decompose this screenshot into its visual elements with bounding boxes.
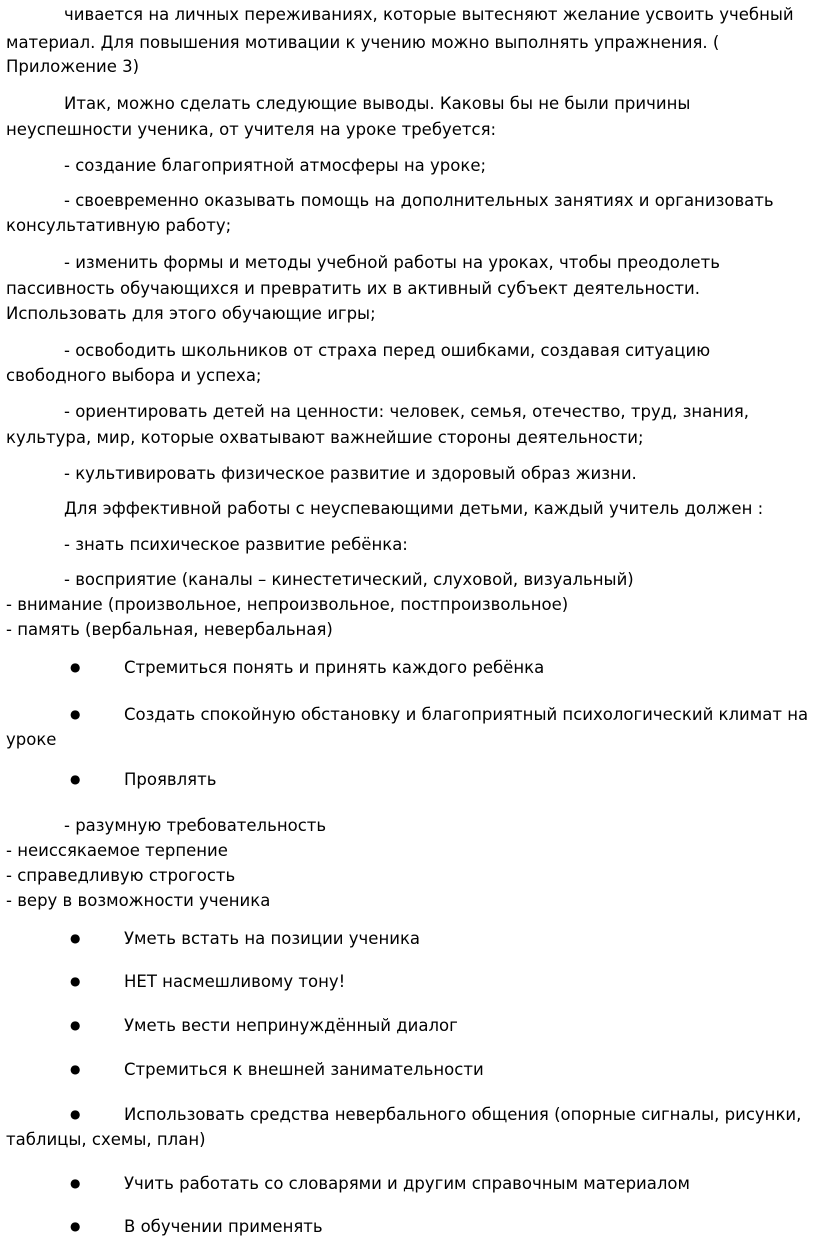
bullet-text: НЕТ насмешливому тону! [124,972,346,991]
bullet-text: уроке [6,730,57,749]
list-dash-item: - ориентировать детей на ценности: человек, семья, отечество, труд, знания, [64,402,749,421]
paragraph-text: неуспешности ученика, от учителя на уроке требуется: [6,120,497,139]
bullet-text: Проявлять [124,770,217,789]
bullet-icon: ● [70,660,81,674]
bullet-icon: ● [70,707,81,721]
bullet-text: Использовать средства невербального общения (опорные сигналы, рисунки, [124,1105,802,1124]
list-dash-item: Использовать для этого обучающие игры; [6,304,376,323]
paragraph-text: Итак, можно сделать следующие выводы. Каковы бы не были причины [64,94,691,113]
list-dash-item: - разумную требовательность [64,816,327,835]
bullet-text: В обучении применять [124,1217,323,1236]
bullet-text: Уметь встать на позиции ученика [124,929,421,948]
bullet-icon: ● [70,1219,81,1233]
bullet-icon: ● [70,1176,81,1190]
list-dash-item: - справедливую строгость [6,866,236,885]
list-dash-item: - память (вербальная, невербальная) [6,620,333,639]
bullet-icon: ● [70,974,81,988]
paragraph-text: Для эффективной работы с неуспевающими детьми, каждый учитель должен : [64,499,764,518]
paragraph-text: Приложение 3) [6,57,140,76]
list-dash-item: - создание благоприятной атмосферы на уроке; [64,156,487,175]
list-dash-item: культура, мир, которые охватывают важнейшие стороны деятельности; [6,428,644,447]
list-dash-item: - неиссякаемое терпение [6,841,228,860]
bullet-text: Стремиться понять и принять каждого ребёнка [124,658,545,677]
bullet-text: Создать спокойную обстановку и благоприятный психологический климат на [124,705,809,724]
list-dash-item: - знать психическое развитие ребёнка: [64,535,408,554]
list-dash-item: - внимание (произвольное, непроизвольное, постпроизвольное) [6,595,569,614]
list-dash-item: - своевременно оказывать помощь на дополнительных занятиях и организовать [64,191,774,210]
list-dash-item: - культивировать физическое развитие и здоровый образ жизни. [64,464,637,483]
list-dash-item: пассивность обучающихся и превратить их в активный субъект деятельности. [6,279,701,298]
bullet-text: Учить работать со словарями и другим справочным материалом [124,1174,690,1193]
list-dash-item: - изменить формы и методы учебной работы на уроках, чтобы преодолеть [64,253,720,272]
paragraph-text: материал. Для повышения мотивации к учению можно выполнять упражнения. ( [6,33,720,52]
list-dash-item: - веру в возможности ученика [6,891,271,910]
list-dash-item: свободного выбора и успеха; [6,366,262,385]
list-dash-item: консультативную работу; [6,216,232,235]
bullet-text: Стремиться к внешней занимательности [124,1060,484,1079]
bullet-icon: ● [70,772,81,786]
bullet-text: таблицы, схемы, план) [6,1130,206,1149]
bullet-text: Уметь вести непринуждённый диалог [124,1016,458,1035]
bullet-icon: ● [70,1062,81,1076]
bullet-icon: ● [70,931,81,945]
bullet-icon: ● [70,1018,81,1032]
paragraph-text: чивается на личных переживаниях, которые вытесняют желание усвоить учебный [64,5,794,24]
list-dash-item: - освободить школьников от страха перед ошибками, создавая ситуацию [64,341,711,360]
bullet-icon: ● [70,1107,81,1121]
list-dash-item: - восприятие (каналы – кинестетический, слуховой, визуальный) [64,570,634,589]
